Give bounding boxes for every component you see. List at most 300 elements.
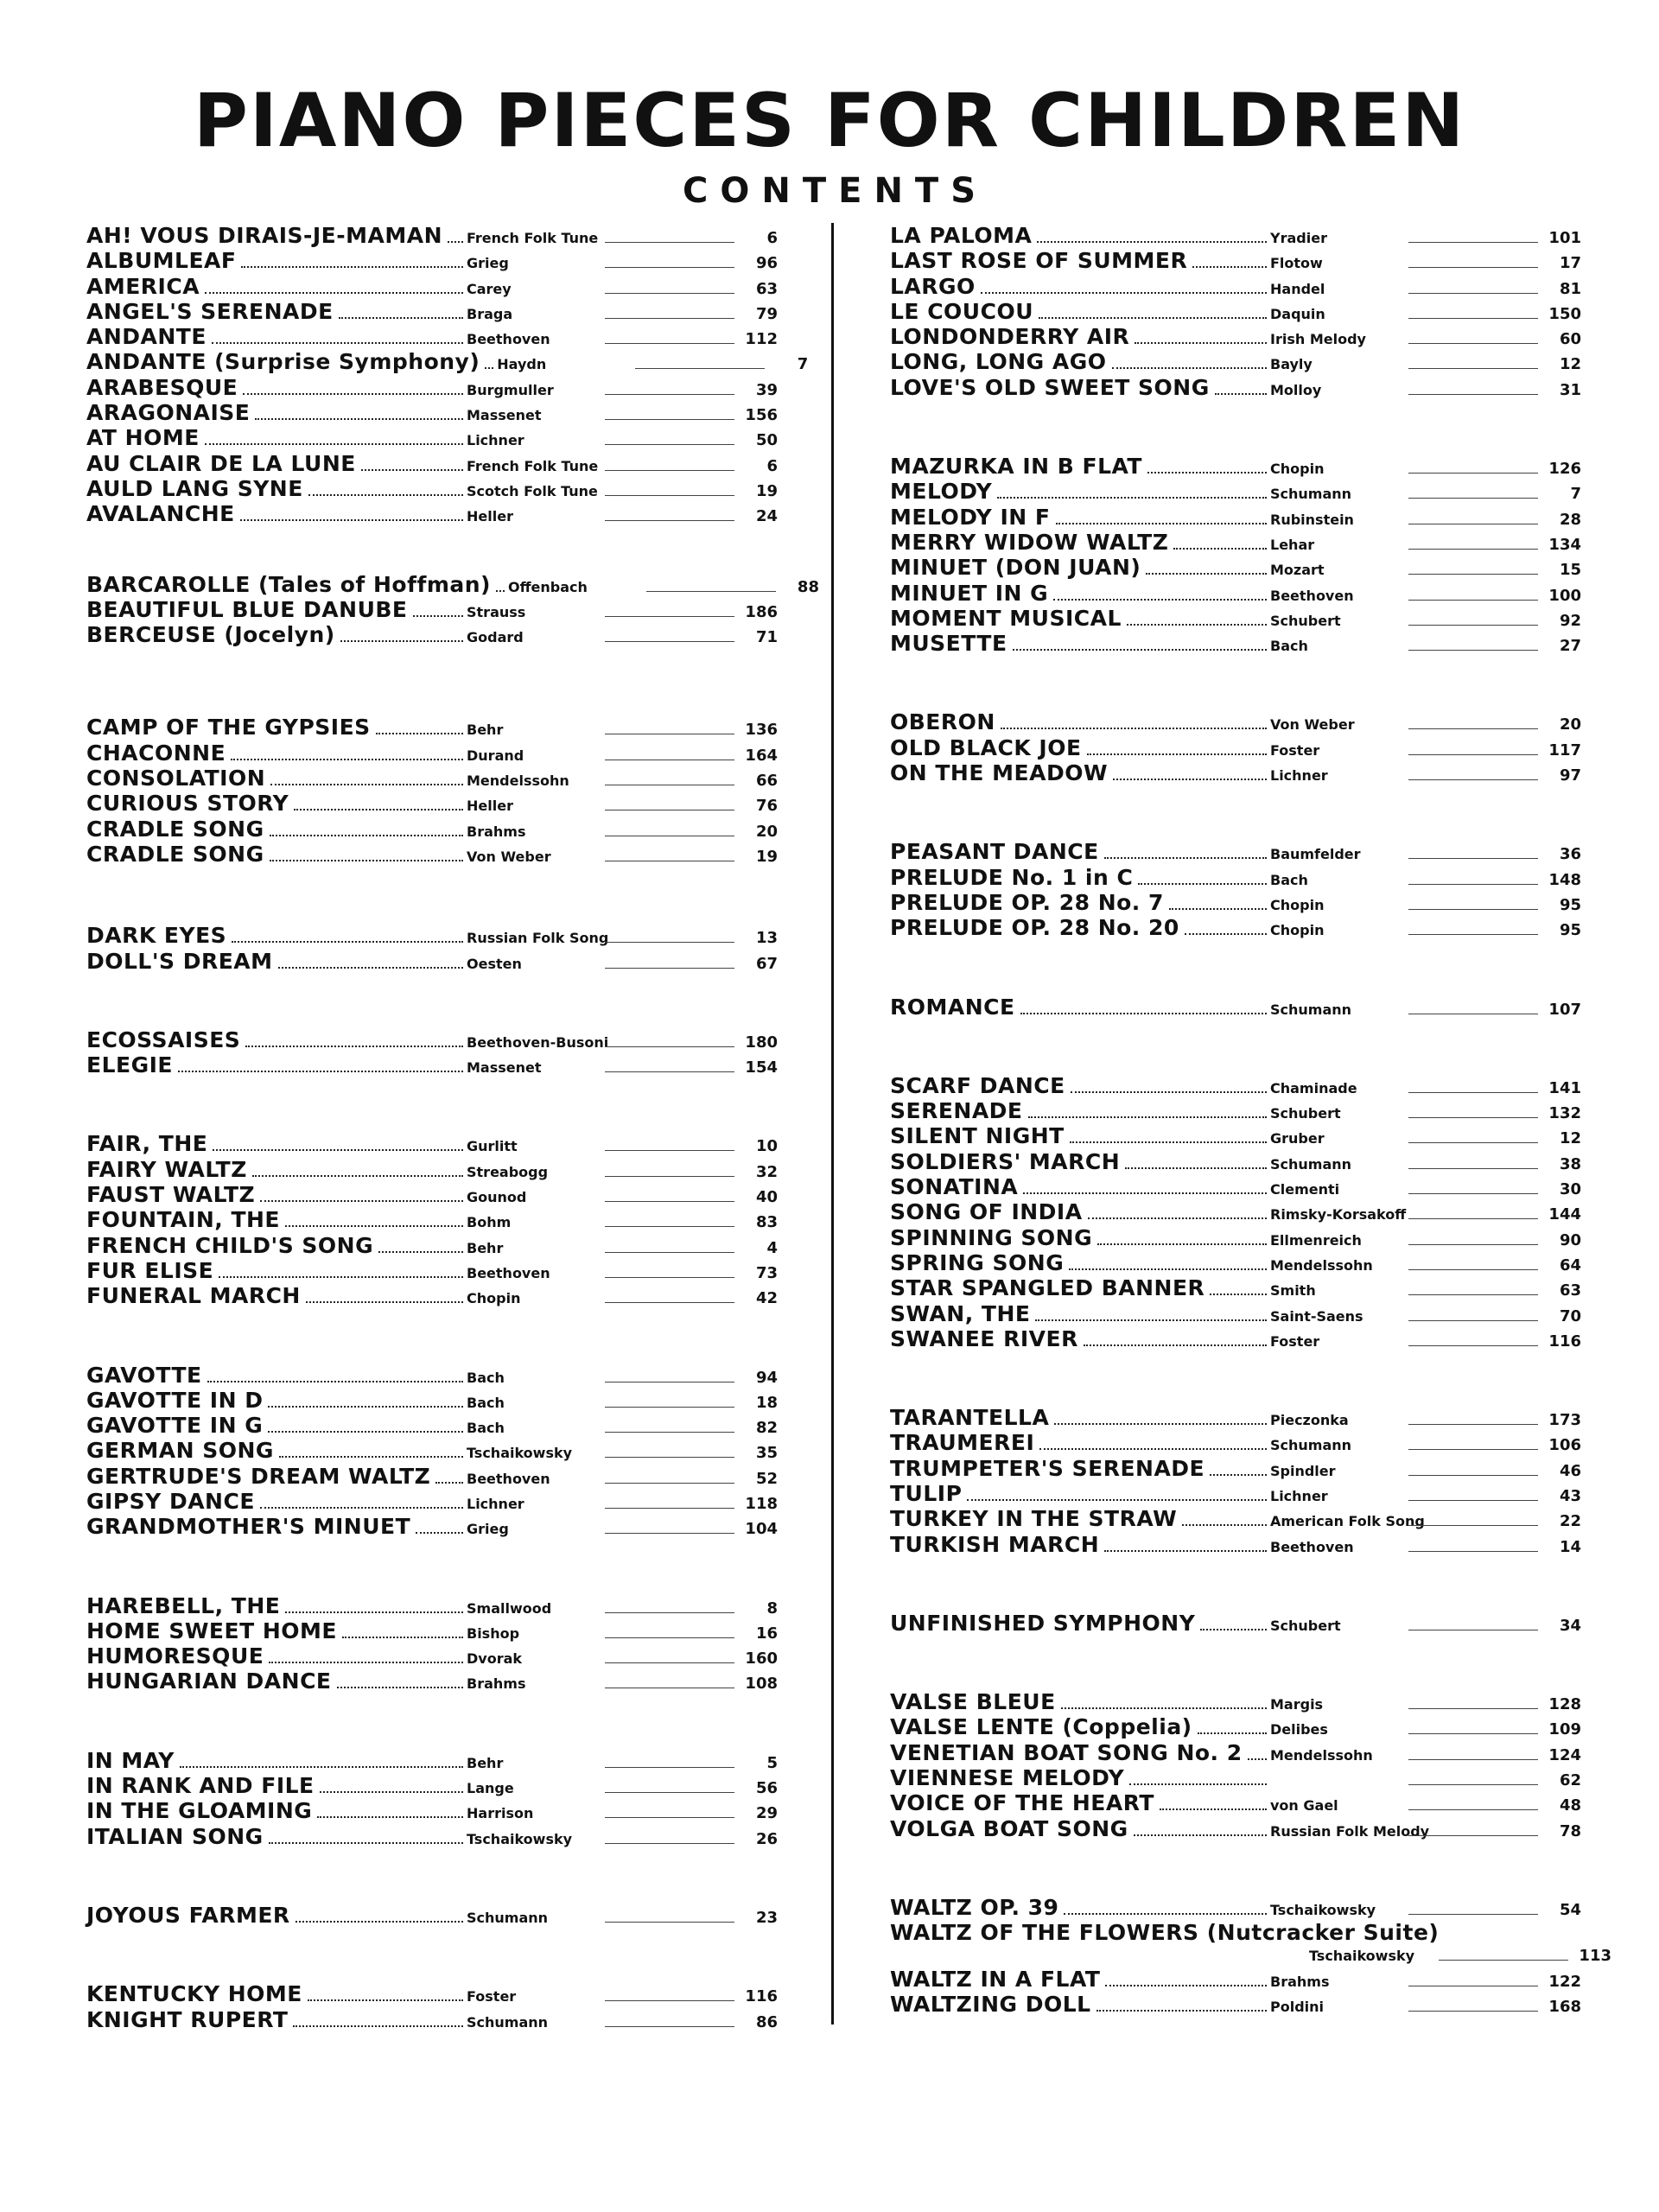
piece-title: TURKEY IN THE STRAW [890,1506,1178,1532]
page-leader-line [1408,600,1538,601]
contents-entry[interactable] [86,622,778,647]
composer-name: Mendelssohn [1270,1256,1373,1274]
contents-entry[interactable] [890,505,1581,530]
page-number: 76 [755,797,778,816]
title-leader-dots [496,590,505,592]
page-number: 52 [755,1469,778,1488]
piece-title: SILENT NIGHT [890,1123,1065,1149]
title-leader-dots [178,1071,463,1072]
page-number: 160 [745,1649,778,1669]
piece-title: SONATINA [890,1174,1019,1200]
contents-entry[interactable] [86,2007,778,2032]
title-leader-dots [268,1406,463,1408]
contents-entry[interactable] [890,1992,1581,2017]
composer-name: Lange [467,1780,514,1797]
contents-entry[interactable] [86,349,809,375]
contents-group [890,995,1581,1020]
title-leader-dots [1087,753,1267,755]
piece-title: MAZURKA IN B FLAT [890,454,1142,480]
contents-entry[interactable] [890,1326,1581,1351]
contents-entry[interactable] [86,1207,778,1232]
contents-entry[interactable] [890,1920,1581,1945]
page-leader-line [1408,1294,1538,1295]
composer-name: Mendelssohn [1270,1746,1373,1764]
contents-entry[interactable] [86,1131,778,1156]
composer-name: Schubert [1270,1617,1341,1634]
piece-title: ECOSSAISES [86,1027,241,1052]
contents-entry[interactable] [86,1489,778,1514]
page-leader-line [1408,858,1538,859]
composer-name: Baumfelder [1270,846,1361,863]
title-leader-dots [212,342,463,344]
title-leader-dots [1064,1913,1267,1915]
contents-entry[interactable] [890,735,1581,760]
title-leader-dots [1061,1707,1267,1709]
piece-title: SERENADE [890,1098,1023,1124]
composer-name: Brahms [467,823,526,840]
title-leader-dots [342,1637,463,1638]
title-leader-dots [1125,1167,1267,1169]
contents-entry[interactable] [86,1464,778,1489]
contents-entry[interactable] [890,760,1581,785]
contents-entry[interactable] [86,1748,778,1773]
piece-title: TRAUMEREI [890,1430,1035,1456]
title-leader-dots [485,367,493,369]
page-number: 95 [1559,895,1581,914]
piece-title: MELODY IN F [890,504,1051,530]
contents-entry[interactable] [86,1669,778,1694]
page-number: 13 [755,929,778,948]
title-leader-dots [1135,342,1267,344]
title-leader-dots [1192,266,1267,268]
piece-title: AU CLAIR DE LA LUNE [86,450,356,476]
piece-title: LARGO [890,273,976,299]
contents-entry[interactable] [890,1506,1581,1531]
page-leader-line [605,293,734,294]
contents-entry[interactable] [86,597,778,622]
title-leader-dots [306,1301,463,1303]
piece-title: GERMAN SONG [86,1438,274,1464]
contents-entry[interactable] [890,530,1581,555]
page-leader-line [1408,1914,1538,1915]
contents-entry[interactable] [890,1456,1581,1481]
piece-title: WALTZ IN A FLAT [890,1966,1101,1992]
composer-name: Tschaikowsky [1309,1947,1415,1964]
page-leader-line [1408,934,1538,935]
contents-entry[interactable] [890,581,1581,606]
title-leader-dots [1039,1448,1267,1450]
contents-entry[interactable] [86,1593,778,1618]
page-number: 42 [755,1289,778,1308]
contents-entry[interactable] [890,709,1581,734]
page-leader-line [1439,1960,1568,1961]
contents-entry[interactable] [890,1098,1581,1123]
contents-entry[interactable] [86,741,778,766]
piece-title: VALSE BLEUE [890,1689,1056,1715]
title-leader-dots [308,494,463,496]
page-number: 108 [745,1675,778,1694]
contents-entry[interactable] [86,375,778,400]
composer-name: Massenet [467,407,542,424]
composer-name: Yradier [1270,230,1327,246]
page-number: 173 [1548,1411,1581,1430]
composer-name: Chaminade [1270,1079,1357,1096]
contents-group [86,1131,778,1308]
contents-entry[interactable] [890,1816,1581,1841]
title-leader-dots [1056,523,1268,524]
piece-title: CAMP OF THE GYPSIES [86,715,371,741]
contents-entry[interactable] [890,1275,1581,1300]
composer-name: Smith [1270,1282,1316,1300]
page-leader-line [1408,1168,1538,1169]
title-leader-dots [268,1431,463,1433]
piece-title: MOMENT MUSICAL [890,605,1122,631]
contents-entry[interactable] [86,400,778,425]
piece-title: WALTZ OP. 39 [890,1894,1059,1920]
contents-entry[interactable] [890,349,1581,374]
page-leader-line [1408,1320,1538,1321]
page-number: 28 [1559,510,1581,529]
piece-title: SCARF DANCE [890,1072,1065,1098]
piece-title: ROMANCE [890,994,1015,1020]
title-leader-dots [337,1687,464,1688]
contents-entry[interactable] [86,1643,778,1669]
piece-title: LOVE'S OLD SWEET SONG [890,374,1210,400]
contents-entry[interactable] [86,1182,778,1207]
page-leader-line [1408,293,1538,294]
page-leader-line [605,968,734,969]
contents-entry[interactable] [86,1388,778,1413]
title-leader-dots [1028,1116,1267,1118]
piece-title: VOICE OF THE HEART [890,1790,1154,1816]
piece-title: PRELUDE No. 1 in C [890,864,1134,890]
contents-entry[interactable] [86,1283,778,1308]
composer-name: Godard [467,629,524,646]
page-leader-line [605,1457,734,1458]
composer-name: Bach [467,1369,505,1386]
contents-entry[interactable] [86,1258,778,1283]
contents-entry[interactable] [86,923,778,948]
contents-entry[interactable] [890,454,1581,479]
composer-name: Schumann [467,2013,549,2031]
piece-title: AULD LANG SYNE [86,475,303,501]
page-leader-line [1408,754,1538,755]
contents-entry-continuation[interactable] [890,1946,1611,1967]
page-leader-line [605,242,734,243]
contents-entry[interactable] [890,274,1581,299]
contents-entry[interactable] [86,1773,778,1798]
contents-entry[interactable] [890,1149,1581,1174]
contents-entry[interactable] [86,791,778,816]
contents-entry[interactable] [890,1765,1581,1790]
page-leader-line [605,2026,734,2027]
contents-entry[interactable] [890,606,1581,631]
piece-title: LE COUCOU [890,298,1034,324]
page-leader-line [1408,909,1538,910]
piece-title: LAST ROSE OF SUMMER [890,248,1188,274]
title-leader-dots [416,1532,463,1534]
contents-entry[interactable] [890,555,1581,580]
contents-entry[interactable] [890,1532,1581,1557]
contents-entry[interactable] [890,1740,1581,1765]
composer-name: Bayly [1270,356,1313,373]
page-leader-line [605,470,734,471]
composer-name: Lichner [467,432,524,449]
title-leader-dots [1185,933,1267,935]
composer-name: Irish Melody [1270,331,1366,348]
page-number: 6 [766,456,778,475]
contents-entry[interactable] [890,299,1581,324]
page-leader-line [1408,574,1538,575]
composer-name: Smallwood [467,1599,552,1617]
page-number: 22 [1559,1512,1581,1531]
composer-name: Ellmenreich [1270,1231,1362,1249]
contents-entry[interactable] [890,1123,1581,1148]
page-leader-line [605,942,734,943]
piece-title: MERRY WIDOW WALTZ [890,529,1169,555]
contents-entry[interactable] [86,1363,778,1388]
page-number: 144 [1548,1205,1581,1224]
page-number: 113 [1579,1946,1611,1965]
title-leader-dots [1134,1834,1267,1836]
title-leader-dots [967,1499,1267,1501]
page-leader-line [1408,1784,1538,1785]
contents-entry[interactable] [86,1438,778,1463]
contents-entry[interactable] [86,817,778,842]
page-number: 10 [755,1137,778,1156]
composer-name: Rimsky-Korsakoff [1270,1206,1407,1224]
contents-entry[interactable] [86,1798,778,1823]
page-leader-line [1408,1117,1538,1118]
contents-entry[interactable] [890,1250,1581,1275]
contents-entry[interactable] [86,1903,778,1928]
composer-name: Gruber [1270,1130,1325,1147]
composer-name: Durand [467,747,524,764]
contents-entry[interactable] [86,476,778,501]
contents-entry[interactable] [890,1199,1581,1224]
composer-name: Scotch Folk Tune [467,482,598,499]
page-number: 92 [1559,611,1581,630]
composer-name: Heller [467,508,513,525]
title-leader-dots [232,941,463,943]
contents-entry[interactable] [86,766,778,791]
contents-entry[interactable] [890,1225,1581,1250]
title-leader-dots [270,860,463,861]
composer-name: French Folk Tune [467,457,599,474]
contents-entry[interactable] [890,890,1581,915]
contents-entry[interactable] [86,842,778,867]
piece-title: LONG, LONG AGO [890,349,1107,375]
page-number: 122 [1548,1972,1581,1991]
title-leader-dots [1200,1629,1267,1630]
contents-entry[interactable] [890,1611,1581,1636]
piece-title: TURKISH MARCH [890,1531,1100,1557]
contents-left-column [86,223,819,2032]
page-leader-line [605,1252,734,1253]
title-leader-dots [293,2025,463,2027]
contents-entry[interactable] [86,571,819,597]
contents-entry[interactable] [890,223,1581,248]
composer-name: Bach [467,1394,505,1411]
composer-name: Heller [467,798,513,815]
page-leader-line [1408,318,1538,319]
page-leader-line [605,1612,734,1613]
contents-entry[interactable] [890,1714,1581,1739]
page-leader-line [1408,1424,1538,1425]
composer-name: Strauss [467,603,526,620]
contents-entry[interactable] [890,1430,1581,1455]
page-number: 164 [745,746,778,765]
piece-title: MINUET (DON JUAN) [890,555,1141,581]
contents-entry[interactable] [86,274,778,299]
contents-entry[interactable] [890,248,1581,273]
page-leader-line [605,1508,734,1509]
contents-group [890,454,1581,656]
composer-name: Grieg [467,1521,509,1538]
contents-entry[interactable] [86,223,778,248]
page-leader-line [1408,1525,1538,1526]
title-leader-dots [448,241,463,243]
contents-entry[interactable] [890,915,1581,940]
piece-title: FAUST WALTZ [86,1182,256,1208]
title-leader-dots [1037,241,1267,243]
composer-name: Bach [467,1420,505,1437]
contents-entry[interactable] [890,324,1581,349]
contents-entry[interactable] [86,425,778,450]
contents-entry[interactable] [86,1514,778,1539]
piece-title: TRUMPETER'S SERENADE [890,1455,1205,1481]
page-number: 106 [1548,1436,1581,1455]
page-leader-line [605,1662,734,1663]
composer-name: Brahms [467,1675,526,1693]
page-number: 39 [755,380,778,399]
contents-entry[interactable] [86,949,778,974]
contents-group [890,1405,1581,1557]
page-leader-line [1408,1809,1538,1810]
title-leader-dots [340,640,463,642]
contents-entry[interactable] [890,375,1581,400]
contents-group [86,923,778,974]
title-leader-dots [1210,1294,1267,1295]
contents-entry[interactable] [86,1233,778,1258]
page-leader-line [1408,779,1538,780]
contents-entry[interactable] [86,1027,778,1052]
contents-entry[interactable] [890,1405,1581,1430]
page-leader-line [1408,1449,1538,1450]
contents-entry[interactable] [890,1301,1581,1326]
piece-title: IN MAY [86,1747,175,1773]
page-leader-line [1408,368,1538,369]
title-leader-dots [1210,1474,1267,1476]
page-number: 30 [1559,1180,1581,1199]
contents-entry[interactable] [86,1618,778,1643]
piece-title: ANGEL'S SERENADE [86,298,334,324]
contents-entry[interactable] [86,1413,778,1438]
composer-name: Russian Folk Melody [1270,1822,1430,1840]
composer-name: Poldini [1270,1998,1325,2015]
page-number: 67 [755,954,778,973]
page-number: 112 [745,330,778,349]
composer-name: Lichner [1270,1487,1328,1504]
contents-entry[interactable] [86,299,778,324]
contents-entry[interactable] [890,1790,1581,1815]
piece-title: PRELUDE OP. 28 No. 7 [890,889,1164,915]
piece-title: TARANTELLA [890,1405,1050,1431]
page-leader-line [1408,728,1538,729]
piece-title: ANDANTE (Surprise Symphony) [86,349,480,375]
contents-entry[interactable] [86,248,778,273]
title-leader-dots [269,1842,463,1844]
contents-entry[interactable] [890,1895,1581,1920]
contents-entry[interactable] [86,451,778,476]
title-leader-dots [1182,1524,1267,1526]
piece-title: MELODY [890,479,993,505]
composer-name: Braga [467,305,513,322]
title-leader-dots [981,292,1267,294]
contents-entry[interactable] [890,631,1581,656]
page-number: 4 [766,1238,778,1257]
page-number: 186 [745,602,778,621]
title-leader-dots [413,615,463,617]
composer-name: Chopin [1270,896,1325,913]
page-number: 14 [1559,1537,1581,1556]
contents-entry[interactable] [86,501,778,526]
piece-title: HOME SWEET HOME [86,1618,337,1643]
contents-entry[interactable] [86,324,778,349]
page-leader-line [1408,549,1538,550]
piece-title: AH! VOUS DIRAIS-JE-MAMAN [86,223,443,248]
contents-entry[interactable] [86,1052,778,1077]
page-number: 24 [755,507,778,526]
contents-entry[interactable] [890,1967,1581,1992]
page-number: 63 [755,279,778,298]
contents-entry[interactable] [890,1481,1581,1506]
composer-name: Streabogg [467,1163,549,1180]
piece-title: CRADLE SONG [86,816,264,842]
title-leader-dots [1070,1141,1267,1143]
page-number: 104 [745,1520,778,1539]
page-leader-line [1408,343,1538,344]
contents-entry[interactable] [890,479,1581,504]
page-number: 66 [755,772,778,791]
contents-group [86,1748,778,1849]
contents-entry[interactable] [890,1073,1581,1098]
contents-group [86,1981,778,2032]
contents-entry[interactable] [890,1689,1581,1714]
contents-entry[interactable] [890,839,1581,864]
piece-title: BEAUTIFUL BLUE DANUBE [86,596,408,622]
title-leader-dots [207,1381,463,1382]
contents-group [86,1027,778,1078]
page-leader-line [605,318,734,319]
page-number: 148 [1548,870,1581,889]
contents-entry[interactable] [86,715,778,740]
title-leader-dots [205,292,463,294]
contents-entry[interactable] [86,1981,778,2006]
contents-entry[interactable] [86,1824,778,1849]
contents-entry[interactable] [890,865,1581,890]
title-leader-dots [255,418,463,420]
contents-entry[interactable] [86,1157,778,1182]
composer-name: Behr [467,1239,504,1256]
page-leader-line [1408,1244,1538,1245]
title-leader-dots [205,443,463,445]
contents-entry[interactable] [890,1174,1581,1199]
contents-entry[interactable] [890,995,1581,1020]
piece-title: GERTRUDE'S DREAM WALTZ [86,1463,431,1489]
piece-title: SWAN, THE [890,1300,1031,1326]
page-number: 126 [1548,460,1581,479]
